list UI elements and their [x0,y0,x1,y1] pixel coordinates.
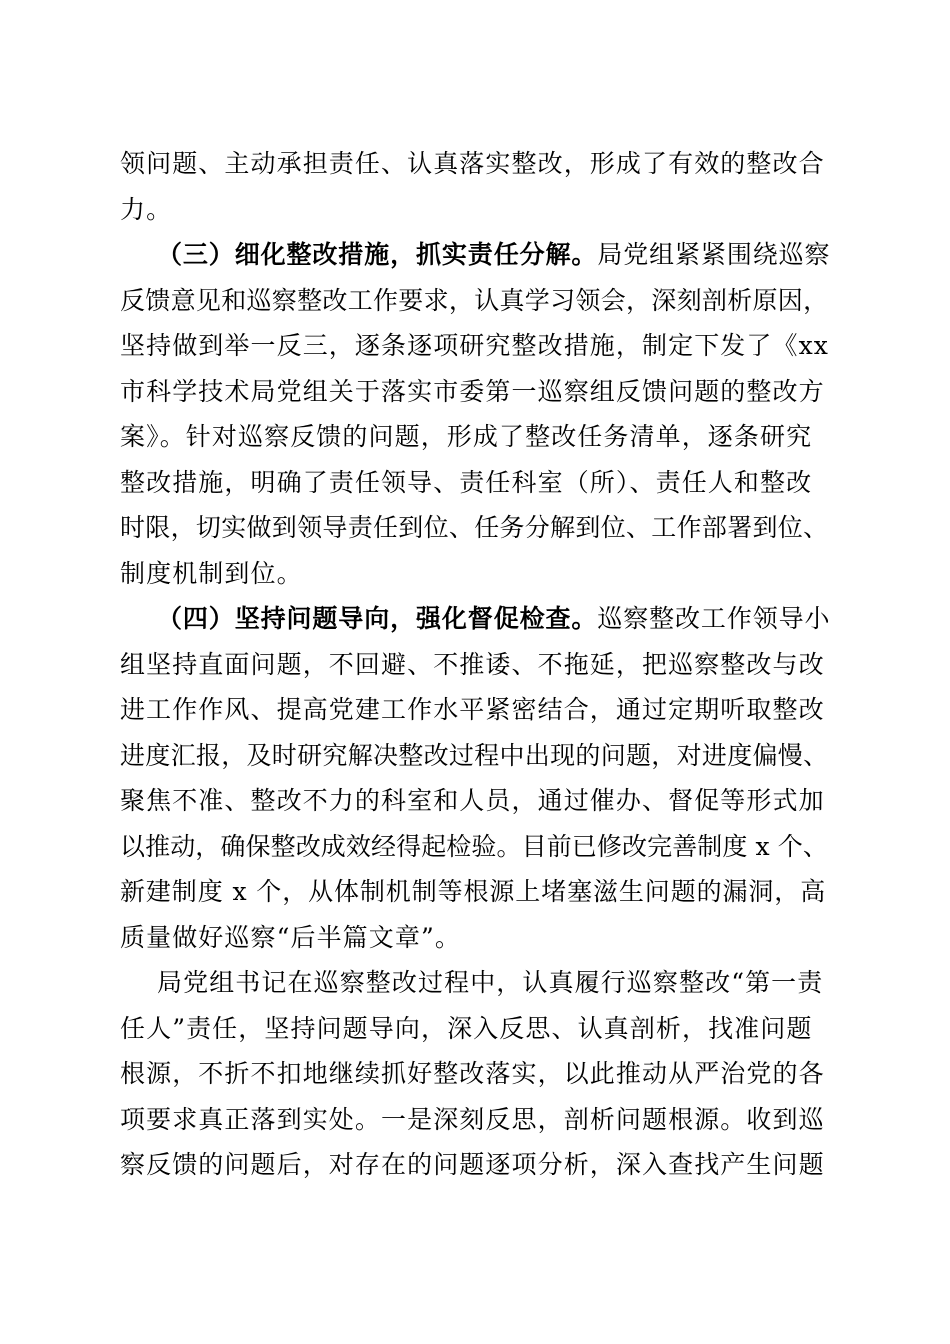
text-line: 项要求真正落到实处。一是深刻反思，剖析问题根源。收到巡 [120,1104,825,1134]
text-line: 进工作作风、提高党建工作水平紧密结合，通过定期听取整改 [120,695,825,724]
text-line: 制度机制到位。 [120,558,303,588]
paragraph-section-three [120,232,830,596]
text-line: 反馈意见和巡察整改工作要求，认真学习领会，深刻剖析原因， [120,285,829,315]
section-heading-three: （三）细化整改措施，抓实责任分解。 [157,240,598,269]
text-line: 局党组书记在巡察整改过程中，认真履行巡察整改“第一责 [157,968,824,997]
text-line [120,596,830,642]
text-line: 新建制度 x 个，从体制机制等根源上堵塞滋生问题的漏洞，高 [120,877,827,906]
text-line: 领问题、主动承担责任、认真落实整改，形成了有效的整改合 [120,149,825,178]
text-line: 质量做好巡察“后半篇文章”。 [120,922,461,952]
paragraph-continuation [120,141,830,232]
text-line: 力。 [120,194,173,224]
paragraph-section-four [120,596,830,960]
text-line: 进度汇报，及时研究解决整改过程中出现的问题，对进度偏慢、 [120,740,829,770]
paragraph-party-secretary [120,960,830,1188]
text-line: 任人”责任，坚持问题导向，深入反思、认真剖析，找准问题 [120,1013,813,1043]
text-line: 时限，切实做到领导责任到位、任务分解到位、工作部署到位、 [120,513,829,542]
text-span: 局党组紧紧围绕巡察 [597,240,831,269]
text-line: 组坚持直面问题，不回避、不推诿、不拖延，把巡察整改与改 [120,649,825,679]
text-span: 巡察整改工作领导小 [597,604,831,633]
text-line: 以推动，确保整改成效经得起检验。目前已修改完善制度 x 个、 [120,831,828,861]
text-line: 根源，不折不扣地继续抓好整改落实，以此推动从严治党的各 [120,1059,825,1088]
text-line: 市科学技术局党组关于落实市委第一巡察组反馈问题的整改方 [120,376,825,406]
text-line: 案》。针对巡察反馈的问题，形成了整改任务清单，逐条研究 [120,422,813,451]
text-line: 坚持做到举一反三，逐条逐项研究整改措施，制定下发了《xx [120,331,830,360]
text-line: 察反馈的问题后，对存在的问题逐项分析，深入查找产生问题 [120,1150,825,1179]
text-line [120,232,830,278]
text-line: 聚焦不准、整改不力的科室和人员，通过催办、督促等形式加 [120,786,825,815]
text-line: 整改措施，明确了责任领导、责任科室（所）、责任人和整改 [120,467,813,497]
section-heading-four: （四）坚持问题导向，强化督促检查。 [157,604,598,633]
